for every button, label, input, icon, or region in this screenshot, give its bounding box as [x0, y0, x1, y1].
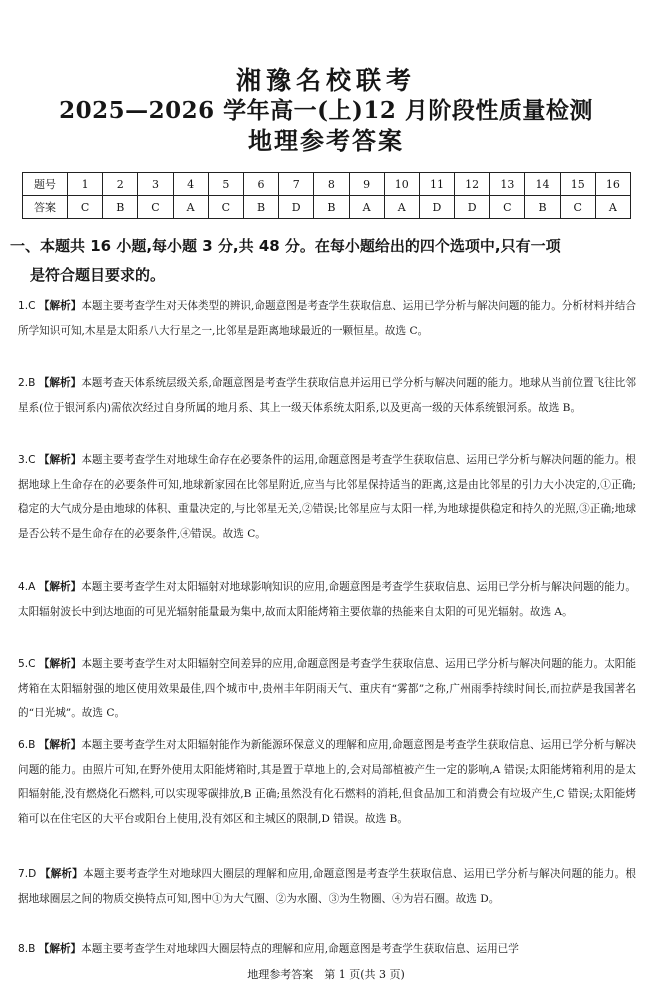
question-number: 15	[560, 173, 595, 196]
item-number: 4.A	[18, 581, 36, 593]
question-number: 14	[525, 173, 560, 196]
answer-explanation	[18, 575, 636, 624]
explanation-text: 本题主要考查学生对太阳辐射空间差异的应用,命题意图是考查学生获取信息、运用已学分析与解决问题的能力。太阳能烤箱在太阳辐射强的地区使用效果最佳,四个城市中,贵州丰年阴雨天气、重庆有“雾都”之称,广州雨季持续时间长,而拉萨是我国著名的“日光城”。故选 C。	[18, 658, 637, 719]
question-number: 4	[173, 173, 208, 196]
section-heading: 一、本题共 16 小题,每小题 3 分,共 48 分。在每小题给出的四个选项中,只有一项	[10, 237, 561, 255]
question-number: 3	[138, 173, 173, 196]
question-number: 2	[103, 173, 138, 196]
answer-explanation	[18, 652, 636, 726]
analysis-tag: 【解析】	[38, 377, 82, 389]
answer-explanation	[18, 371, 636, 420]
question-number: 9	[349, 173, 384, 196]
answer-cell: A	[173, 196, 208, 219]
item-number: 1.C	[18, 300, 36, 312]
question-number: 11	[419, 173, 454, 196]
explanation-text: 本题主要考查学生对太阳辐射能作为新能源环保意义的理解和应用,命题意图是考查学生获取信息、运用已学分析与解决问题的能力。由照片可知,在野外使用太阳能烤箱时,其是置于草地上的,会对局部植被产生一定的影响,A 错误;太阳能烤箱利用的是太阳辐射能,没有燃烧化石燃料,可以实现零碳排放,B 正确;虽然没有化石燃料的消耗,但食品加工和消费会有垃圾产生,C 错误;太阳能烤箱可以在住宅区的大平台或阳台上使用,没有郊区和主城区的限制,D 错误。故选 B。	[18, 739, 636, 825]
question-number: 16	[595, 173, 630, 196]
answer-cell: D	[279, 196, 314, 219]
row-label-question: 题号	[23, 173, 68, 196]
question-number: 12	[455, 173, 490, 196]
answer-cell: C	[208, 196, 243, 219]
answer-cell: C	[68, 196, 103, 219]
analysis-tag: 【解析】	[38, 943, 82, 955]
explanation-text: 本题考查天体系统层级关系,命题意图是考查学生获取信息并运用已学分析与解决问题的能力。地球从当前位置飞往比邻星系(位于银河系内)需依次经过自身所属的地月系、其上一级天体系统太阳系,以及更高一级的天体系统银河系。故选 B。	[18, 377, 636, 414]
answer-explanation	[18, 937, 636, 962]
explanation-text: 本题主要考查学生对地球生命存在必要条件的运用,命题意图是考查学生获取信息、运用已学分析与解决问题的能力。根据地球上生命存在的必要条件可知,地球新家园在比邻星附近,应当与比邻星保持适当的距离,这是由比邻星的引力大小决定的,①正确;稳定的大气成分是由地球的体积、重量决定的,与比邻星无关,②错误;比邻星应与太阳一样,为地球提供稳定和持久的光照,③正确;地球是否公转不是生命存在的必要条件,④错误。故选 C。	[18, 454, 637, 540]
row-label-answer: 答案	[23, 196, 68, 219]
exam-union-title: 湘豫名校联考	[235, 66, 416, 95]
answer-cell: A	[595, 196, 630, 219]
answer-cell: C	[490, 196, 525, 219]
question-number: 6	[243, 173, 278, 196]
answer-cell: D	[419, 196, 454, 219]
explanation-text: 本题主要考查学生对太阳辐射对地球影响知识的应用,命题意图是考查学生获取信息、运用已学分析与解决问题的能力。太阳辐射波长中到达地面的可见光辐射能量最为集中,故而太阳能烤箱主要依靠的热能来自太阳的可见光辐射。故选 A。	[18, 581, 636, 618]
question-number: 1	[68, 173, 103, 196]
answer-explanation	[18, 733, 636, 831]
question-number: 10	[384, 173, 419, 196]
analysis-tag: 【解析】	[38, 454, 82, 466]
item-number: 6.B	[18, 739, 36, 751]
analysis-tag: 【解析】	[39, 868, 83, 880]
question-number: 7	[279, 173, 314, 196]
analysis-tag: 【解析】	[38, 581, 82, 593]
item-number: 7.D	[18, 868, 37, 880]
section-heading-continued: 是符合题目要求的。	[30, 266, 166, 284]
document-title: 地理参考答案	[248, 126, 404, 155]
item-number: 2.B	[18, 377, 36, 389]
answer-cell: A	[349, 196, 384, 219]
answer-cell: B	[103, 196, 138, 219]
answer-row	[23, 196, 631, 219]
explanation-text: 本题主要考查学生对地球四大圈层的理解和应用,命题意图是考查学生获取信息、运用已学分析与解决问题的能力。根据地球圈层之间的物质交换特点可知,图中①为大气圈、②为水圈、③为生物圈、④为岩石圈。故选 D。	[18, 868, 637, 905]
answer-table	[22, 172, 631, 219]
exam-name-title: 2025—2026 学年高一(上)12 月阶段性质量检测	[59, 97, 593, 124]
question-number: 8	[314, 173, 349, 196]
answer-cell: C	[560, 196, 595, 219]
analysis-tag: 【解析】	[38, 739, 82, 751]
question-number: 13	[490, 173, 525, 196]
question-number: 5	[208, 173, 243, 196]
answer-cell: D	[455, 196, 490, 219]
item-number: 5.C	[18, 658, 36, 670]
analysis-tag: 【解析】	[38, 300, 82, 312]
answer-explanation	[18, 448, 636, 546]
answer-cell: B	[243, 196, 278, 219]
analysis-tag: 【解析】	[38, 658, 82, 670]
answer-cell: C	[138, 196, 173, 219]
item-number: 3.C	[18, 454, 36, 466]
answer-explanation	[18, 862, 636, 911]
answer-cell: B	[525, 196, 560, 219]
answer-explanation	[18, 294, 636, 343]
page-footer: 地理参考答案 第 1 页(共 3 页)	[247, 968, 405, 981]
answer-cell: B	[314, 196, 349, 219]
explanation-text: 本题主要考查学生对天体类型的辨识,命题意图是考查学生获取信息、运用已学分析与解决问题的能力。分析材料并结合所学知识可知,木星是太阳系八大行星之一,比邻星是距离地球最近的一颗恒星。故选 C。	[18, 300, 637, 337]
question-number-row	[23, 173, 631, 196]
answer-cell: A	[384, 196, 419, 219]
explanation-text: 本题主要考查学生对地球四大圈层特点的理解和应用,命题意图是考查学生获取信息、运用已学	[81, 943, 519, 955]
item-number: 8.B	[18, 943, 36, 955]
